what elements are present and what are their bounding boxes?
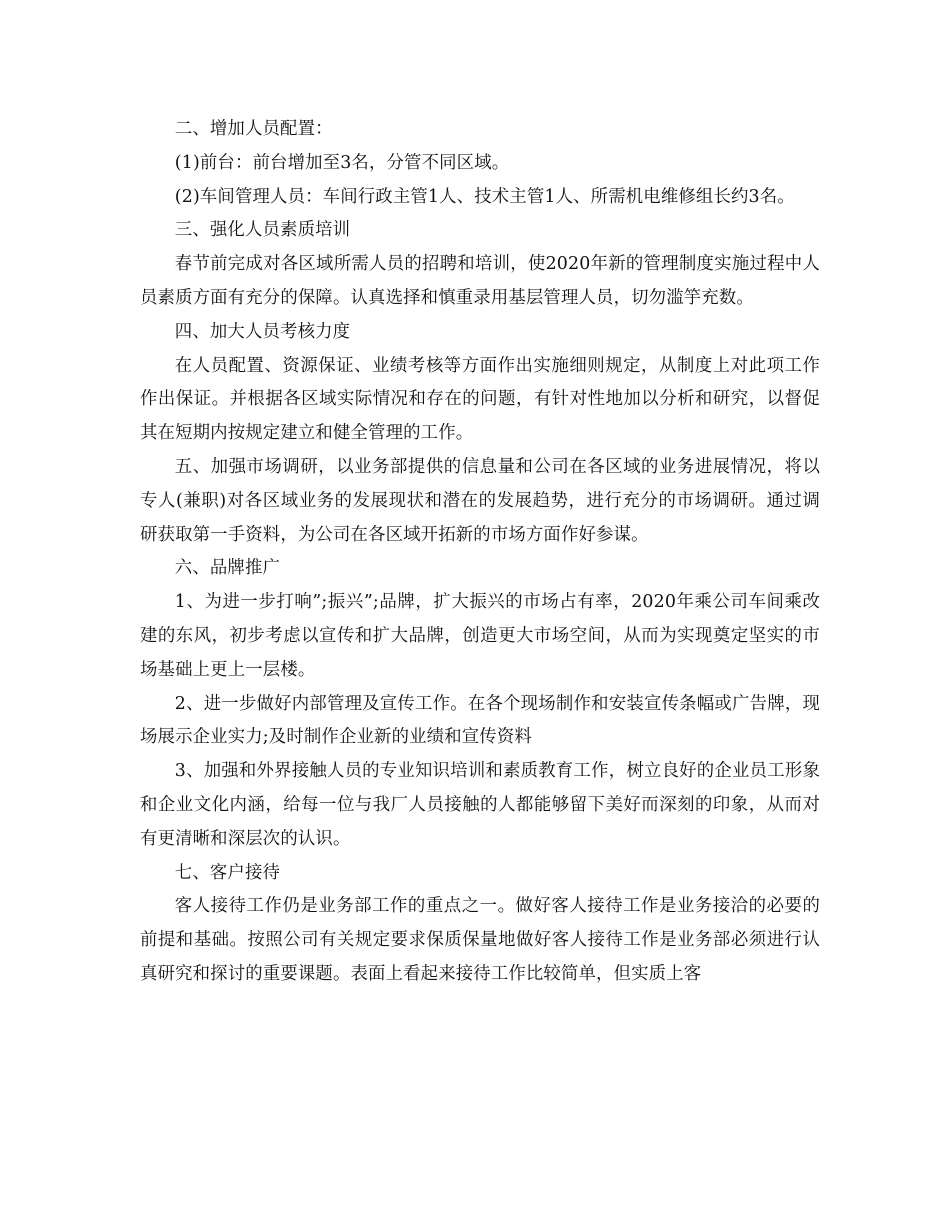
heading-assessment: 四、加大人员考核力度 [174,321,351,342]
paragraph-reception: 客人接待工作仍是业务部工作的重点之一。做好客人接待工作是业务接洽的必要的前提和基础。按照公司有关规定要求保质保量地做好客人接待工作是业务部必须进行认真研究和探讨的重要课题。表面上看起来接待工作比较简单，但实质上客 [140,896,820,984]
paragraph-workshop-staff: (2)车间管理人员：车间行政主管1人、技术主管1人、所需机电维修组长约3名。 [174,186,795,207]
paragraph-brand-1: 1、为进一步打响”;振兴”;品牌，扩大振兴的市场占有率，2020年乘公司车间乘改建的东风，初步考虑以宣传和扩大品牌，创造更大市场空间，从而为实现奠定坚实的市场基础上更上一层楼。 [140,592,820,680]
paragraph-brand-2: 2、进一步做好内部管理及宣传工作。在各个现场制作和安装宣传条幅或广告牌，现场展示企业实力;及时制作企业新的业绩和宣传资料 [140,693,820,748]
heading-reception: 七、客户接待 [174,862,281,883]
paragraph-market-research: 五、加强市场调研，以业务部提供的信息量和公司在各区域的业务进展情况，将以专人(兼职)对各区域业务的发展现状和潜在的发展趋势，进行充分的市场调研。通过调研获取第一手资料，为公司在各区域开拓新的市场方面作好参谋。 [140,456,820,545]
heading-training: 三、强化人员素质培训 [174,220,351,241]
heading-staffing: 二、增加人员配置： [174,119,333,139]
paragraph-training: 春节前完成对各区域所需人员的招聘和培训，使2020年新的管理制度实施过程中人员素质方面有充分的保障。认真选择和慎重录用基层管理人员，切勿滥竽充数。 [140,254,820,308]
heading-brand-promotion: 六、品牌推广 [174,558,281,579]
document-page [140,113,820,992]
paragraph-assessment: 在人员配置、资源保证、业绩考核等方面作出实施细则规定，从制度上对此项工作作出保证。并根据各区域实际情况和存在的问题，有针对性地加以分析和研究，以督促其在短期内按规定建立和健全管理的工作。 [140,355,820,444]
paragraph-front-desk: (1)前台：前台增加至3名，分管不同区域。 [174,152,510,173]
paragraph-brand-3: 3、加强和外界接触人员的专业知识培训和素质教育工作，树立良好的企业员工形象和企业文化内涵，给每一位与我厂人员接触的人都能够留下美好而深刻的印象，从而对有更清晰和深层次的认识。 [140,761,820,849]
